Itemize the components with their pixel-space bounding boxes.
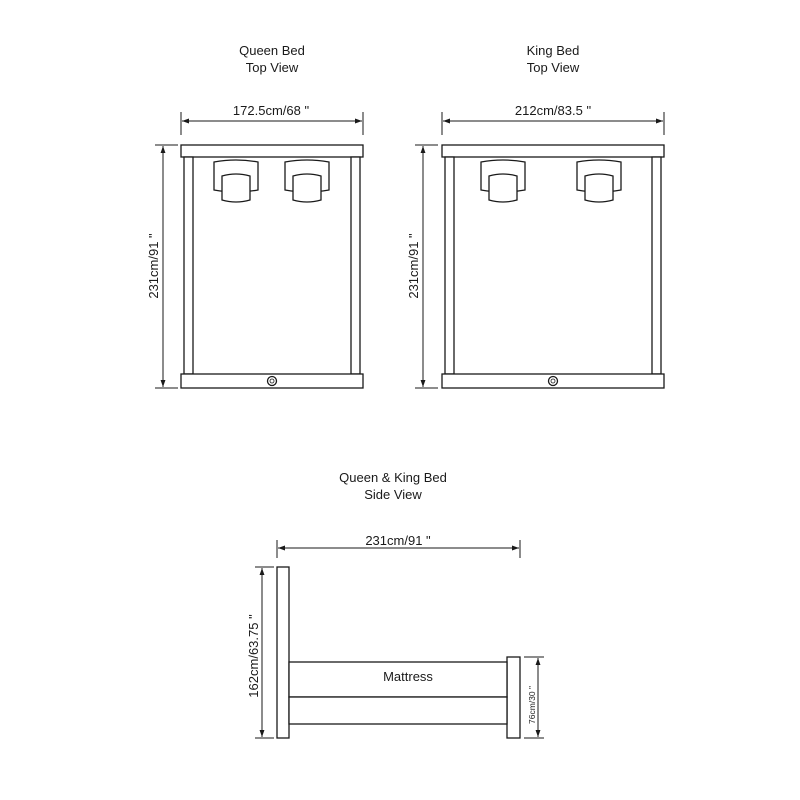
queen-title-line1: Queen Bed <box>239 43 305 58</box>
queen-width-label: 172.5cm/68 " <box>232 103 310 118</box>
king-footboard-knob <box>549 377 558 386</box>
headboard-height-dimension <box>246 567 274 738</box>
king-title-line1: King Bed <box>526 43 580 58</box>
footboard-height-dimension <box>524 657 544 738</box>
queen-title-line2: Top View <box>245 60 299 75</box>
queen-pillow-left <box>214 160 258 202</box>
king-length-dimension <box>406 145 438 388</box>
headboard <box>277 567 289 738</box>
side-view <box>246 470 544 738</box>
queen-bed-top-view <box>146 43 363 388</box>
king-pillow-right <box>577 160 621 202</box>
queen-bed-frame <box>181 145 363 388</box>
king-bed-frame <box>442 145 664 388</box>
king-bed-top-view <box>406 43 664 388</box>
footboard-height-label: 76cm/30 " <box>527 686 537 724</box>
queen-width-dimension <box>181 103 363 135</box>
king-pillow-left <box>481 160 525 202</box>
footboard <box>507 657 520 738</box>
side-title-line2: Side View <box>364 487 422 502</box>
queen-footboard-knob <box>268 377 277 386</box>
king-width-dimension <box>442 103 664 135</box>
king-width-label: 212cm/83.5 " <box>514 103 592 118</box>
queen-pillow-right <box>285 160 329 202</box>
headboard-height-label: 162cm/63.75 " <box>246 614 261 698</box>
bed-rail <box>289 697 507 724</box>
king-title-line2: Top View <box>526 60 580 75</box>
mattress-label: Mattress <box>383 669 433 684</box>
side-title-line1: Queen & King Bed <box>339 470 447 485</box>
queen-length-label: 231cm/91 " <box>146 233 161 299</box>
side-bed-frame <box>277 567 520 738</box>
side-length-dimension <box>277 533 520 558</box>
side-length-label: 231cm/91 " <box>365 533 431 548</box>
king-length-label: 231cm/91 " <box>406 233 421 299</box>
queen-length-dimension <box>146 145 178 388</box>
